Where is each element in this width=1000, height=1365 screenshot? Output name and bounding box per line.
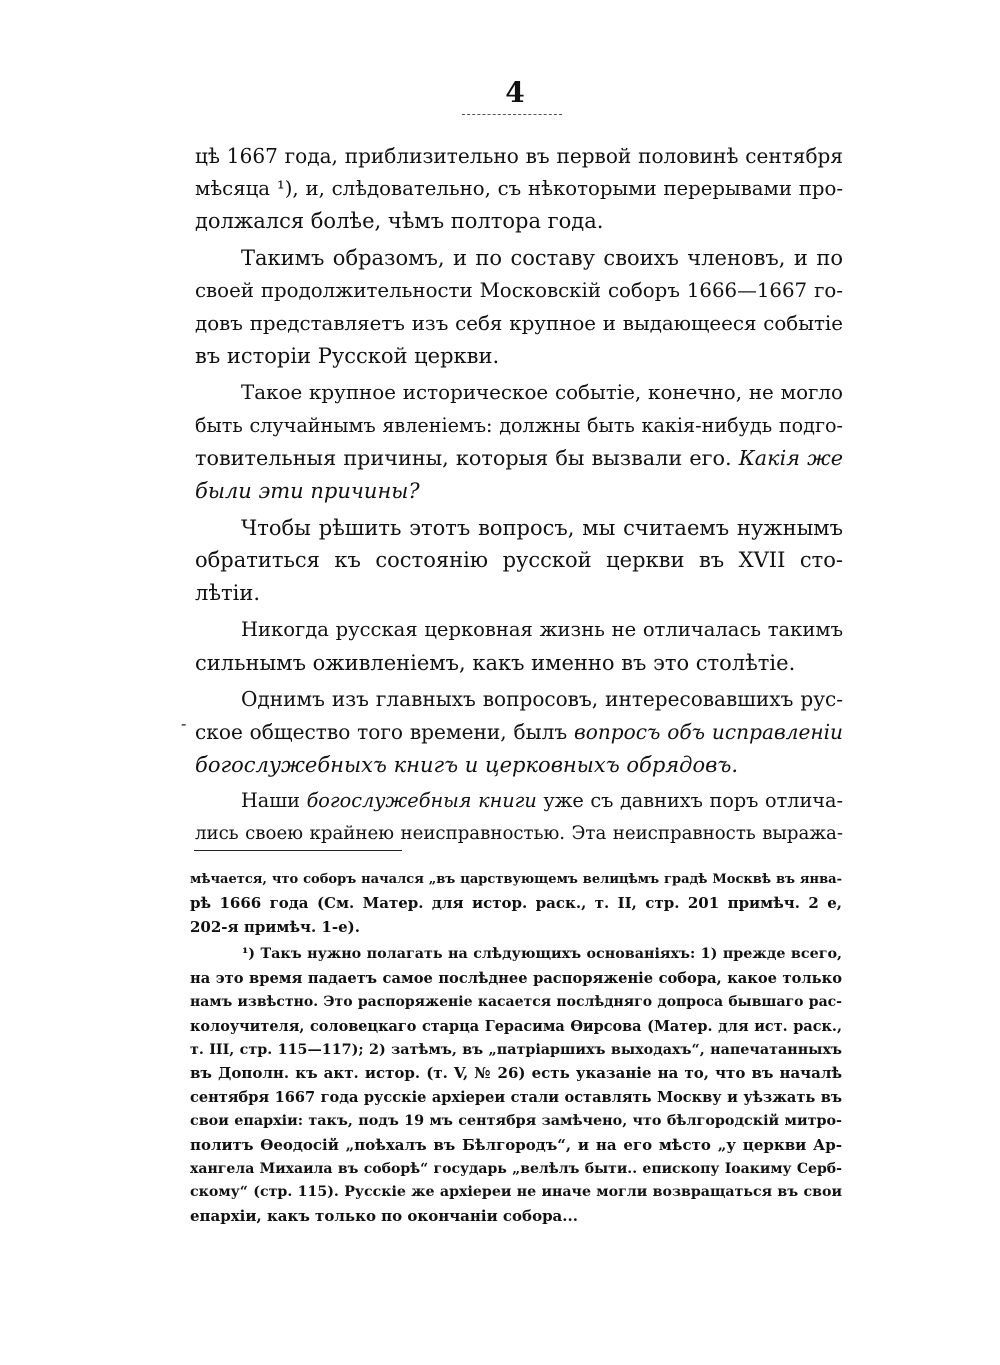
margin-mark: -	[181, 714, 187, 733]
footnote-line: политъ Ѳеодосій „поѣхалъ въ Бѣлгородъ“, и на его мѣсто „у церкви Ар-	[190, 1135, 842, 1154]
footnote-line: на это время падаетъ самое послѣднее распоряженіе собора, какое только	[190, 970, 842, 988]
body-line: Никогда русская церковная жизнь не отличалась такимъ	[241, 617, 843, 641]
body-line	[195, 716, 843, 749]
footnote-line: мѣчается, что соборъ начался „въ царствующемъ велицѣмъ градѣ Москвѣ въ янва-	[190, 872, 842, 887]
body-line: лись своею крайнею неисправностью. Эта неисправность выража-	[195, 823, 843, 845]
body-line: лѣтіи.	[195, 581, 261, 606]
body-line: сильнымъ оживленіемъ, какъ именно въ это столѣтіе.	[195, 650, 796, 675]
footnote-line: 202-я примѣч. 1-е).	[190, 917, 360, 936]
body-segment: ское общество того времени, былъ	[195, 719, 568, 744]
footnote-line: свои епархіи: такъ, подъ 19 мъ сентября замѣчено, что бѣлгородскій митро-	[190, 1112, 842, 1129]
footnote-line: хангела Михаила въ соборѣ“ государь „велѣлъ быти.. епископу Іоакиму Серб-	[190, 1160, 842, 1177]
body-segment-italic: Какія же	[738, 446, 843, 471]
footnote-rule	[194, 850, 402, 851]
footnote-line: рѣ 1666 года (См. Матер. для истор. раск., т. II, стр. 201 примѣч. 2 е,	[190, 893, 842, 912]
body-line: Чтобы рѣшить этотъ вопросъ, мы считаемъ нужнымъ	[241, 515, 843, 540]
body-segment: уже съ давнихъ поръ отлича-	[543, 789, 843, 813]
footnote-line: намъ извѣстно. Это распоряженіе касается послѣдняго допроса бывшаго рас-	[190, 993, 842, 1010]
body-line: Такимъ образомъ, и по составу своихъ членовъ, и по	[241, 246, 843, 271]
body-line: цѣ 1667 года, приблизительно въ первой половинѣ сентября	[195, 144, 843, 168]
body-segment-italic: богослужебныя книги	[306, 789, 537, 813]
footnotes	[190, 868, 842, 1229]
footnote-line: въ Дополн. къ акт. истор. (т. V, № 26) есть указаніе на то, что въ началѣ	[190, 1064, 842, 1083]
body-line: богослужебныхъ книгъ и церковныхъ обрядовъ.	[195, 752, 739, 777]
body-line: довъ представляетъ изъ себя крупное и выдающееся событіе	[195, 311, 843, 335]
body-line: должался болѣе, чѣмъ полтора года.	[195, 209, 604, 234]
body-line: Такое крупное историческое событіе, конечно, не могло	[241, 380, 843, 404]
body-line	[195, 785, 843, 818]
body-line: своей продолжительности Московскій соборъ 1666—1667 го-	[195, 278, 843, 302]
body-line: въ исторіи Русской церкви.	[195, 344, 500, 369]
footnote-line: сентября 1667 года русскіе архіереи стали оставлять Москву и уѣзжать въ	[190, 1089, 842, 1107]
body-text	[195, 140, 843, 851]
body-line: были эти причины?	[195, 479, 420, 504]
body-line: Однимъ изъ главныхъ вопросовъ, интересовавшихъ рус-	[241, 687, 843, 712]
header-rule	[462, 114, 562, 115]
body-line: быть случайнымъ явленіемъ: должны быть какія-нибудь подго-	[195, 413, 843, 437]
body-segment: Наши	[241, 789, 300, 813]
footnote-line: ¹) Такъ нужно полагать на слѣдующихъ основаніяхъ: 1) прежде всего,	[242, 946, 842, 963]
footnote-line: т. III, стр. 115—117); 2) затѣмъ, въ „патріаршихъ выходахъ“, напечатанныхъ	[190, 1041, 842, 1058]
body-line	[195, 442, 843, 475]
body-segment: товительныя причины, которыя бы вызвали его.	[195, 446, 732, 471]
footnote-line: колоучителя, соловецкаго старца Герасима Ѳирсова (Матер. для ист. раск.,	[190, 1017, 842, 1035]
footnote-line: скому“ (стр. 115). Русскіе же архіереи не иначе могли возвращаться въ свои	[190, 1184, 842, 1201]
body-segment-italic: вопросъ объ исправленіи	[574, 719, 843, 744]
footnote-line: епархіи, какъ только по окончаніи собора...	[190, 1207, 578, 1226]
body-line: обратиться къ состоянію русской церкви въ XVII сто-	[195, 548, 843, 573]
page-number: 4	[505, 76, 525, 109]
body-line: мѣсяца ¹), и, слѣдовательно, съ нѣкоторыми перерывами про-	[195, 176, 843, 200]
